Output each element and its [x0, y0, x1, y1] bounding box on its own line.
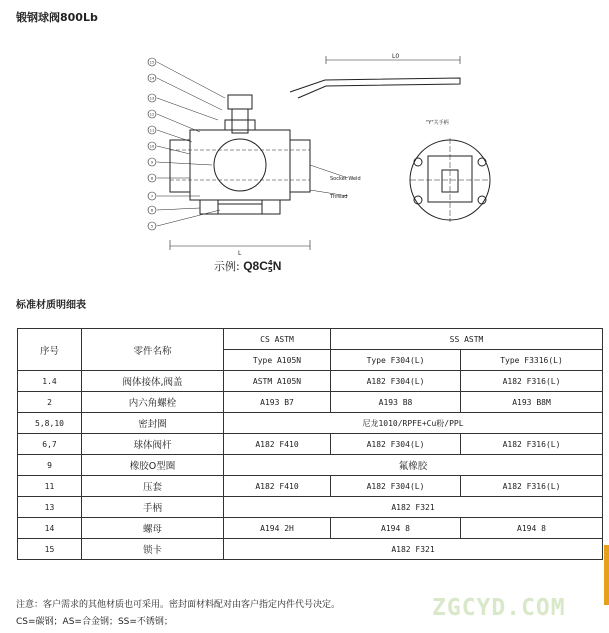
material-table — [17, 328, 603, 560]
cell-ss1: A182 F304(L) — [331, 371, 461, 392]
cell-ss2: A182 F316(L) — [461, 434, 603, 455]
callout-9: 9 — [150, 160, 154, 165]
cell-part: 螺母 — [82, 518, 224, 539]
cell-part: 内六角螺栓 — [82, 392, 224, 413]
example-caption — [214, 258, 281, 274]
cell-no: 11 — [18, 476, 82, 497]
cell-no: 15 — [18, 539, 82, 560]
valve-body-shape — [190, 130, 290, 200]
cell-span: A182 F321 — [224, 497, 603, 518]
l-label: L — [238, 250, 242, 257]
side-accent-strip — [604, 545, 609, 605]
cell-ss1: A182 F304(L) — [331, 434, 461, 455]
cell-part: 橡胶O型圈 — [82, 455, 224, 476]
callout-10: 10 — [149, 144, 155, 149]
header-part: 零件名称 — [82, 329, 224, 371]
table-row — [18, 476, 603, 497]
callout-8: 8 — [150, 176, 154, 181]
cell-no: 6,7 — [18, 434, 82, 455]
cell-ss1: A182 F304(L) — [331, 476, 461, 497]
nut-shape — [228, 95, 252, 109]
handle-shape — [290, 78, 460, 98]
table-row — [18, 518, 603, 539]
ball-valve-drawing — [130, 50, 600, 270]
table-row — [18, 497, 603, 518]
cell-cs: ASTM A105N — [224, 371, 331, 392]
header-ss-type2: Type F3316(L) — [461, 350, 603, 371]
cell-part: 锁卡 — [82, 539, 224, 560]
cell-cs: A182 F410 — [224, 434, 331, 455]
table-row — [18, 413, 603, 434]
thread-label: Thread — [330, 194, 348, 200]
cell-no: 14 — [18, 518, 82, 539]
callout-5: 5 — [150, 224, 154, 229]
side-view — [410, 138, 490, 222]
callout-11: 11 — [149, 128, 155, 133]
section-title: 标准材质明细表 — [16, 300, 86, 311]
header-ss-group: SS ASTM — [331, 329, 603, 350]
cell-span: A182 F321 — [224, 539, 603, 560]
note-text: 注意：客户需求的其他材质也可采用。密封面材料配对由客户指定内件代号决定。 — [16, 600, 341, 610]
cell-part: 手柄 — [82, 497, 224, 518]
cell-cs: A194 2H — [224, 518, 331, 539]
cell-part: 阀体接体,阀盖 — [82, 371, 224, 392]
page-title: 锻钢球阀800Lb — [16, 11, 98, 24]
cell-cs: A193 B7 — [224, 392, 331, 413]
ball-shape — [214, 139, 266, 191]
table-row — [18, 455, 603, 476]
table-row — [18, 539, 603, 560]
table-row — [18, 392, 603, 413]
l0-label: L0 — [392, 53, 400, 60]
callout-6: 6 — [150, 208, 154, 213]
example-sup: 4 — [267, 259, 273, 267]
callout-15: 15 — [149, 60, 155, 65]
cell-part: 压套 — [82, 476, 224, 497]
table-row — [18, 371, 603, 392]
cell-ss1: A193 B8 — [331, 392, 461, 413]
cell-no: 9 — [18, 455, 82, 476]
socket-weld-label: Socket Weld — [330, 176, 361, 182]
cell-ss2: A194 8 — [461, 518, 603, 539]
cell-span: 尼龙1010/RPFE+Cu粉/PPL — [224, 413, 603, 434]
example-prefix: 示例: — [214, 260, 240, 273]
header-cs-group: CS ASTM — [224, 329, 331, 350]
cell-cs: A182 F410 — [224, 476, 331, 497]
example-sub: 5 — [267, 266, 273, 274]
cell-span: 氟橡胶 — [224, 455, 603, 476]
cell-ss1: A194 8 — [331, 518, 461, 539]
header-cs-type: Type A105N — [224, 350, 331, 371]
table-header-row — [18, 329, 603, 350]
cell-ss2: A182 F316(L) — [461, 476, 603, 497]
watermark: ZGCYD.COM — [432, 595, 566, 621]
cell-part: 球体阀杆 — [82, 434, 224, 455]
callout-13: 13 — [149, 96, 155, 101]
cell-part: 密封圈 — [82, 413, 224, 434]
abbreviation-text: CS=碳钢；AS=合金钢；SS=不锈钢； — [16, 617, 173, 627]
cell-no: 5,8,10 — [18, 413, 82, 434]
cell-ss2: A193 B8M — [461, 392, 603, 413]
example-model: Q8C — [243, 259, 268, 273]
callout-12: 12 — [149, 112, 155, 117]
table-row — [18, 434, 603, 455]
cell-no: 13 — [18, 497, 82, 518]
header-ss-type1: Type F304(L) — [331, 350, 461, 371]
cell-ss2: A182 F316(L) — [461, 371, 603, 392]
view-label: "Y"关手柄 — [426, 120, 449, 126]
callout-14: 14 — [149, 76, 155, 81]
callout-7: 7 — [150, 194, 154, 199]
cell-no: 1.4 — [18, 371, 82, 392]
example-suffix: N — [272, 259, 282, 273]
header-no: 序号 — [18, 329, 82, 371]
cell-no: 2 — [18, 392, 82, 413]
